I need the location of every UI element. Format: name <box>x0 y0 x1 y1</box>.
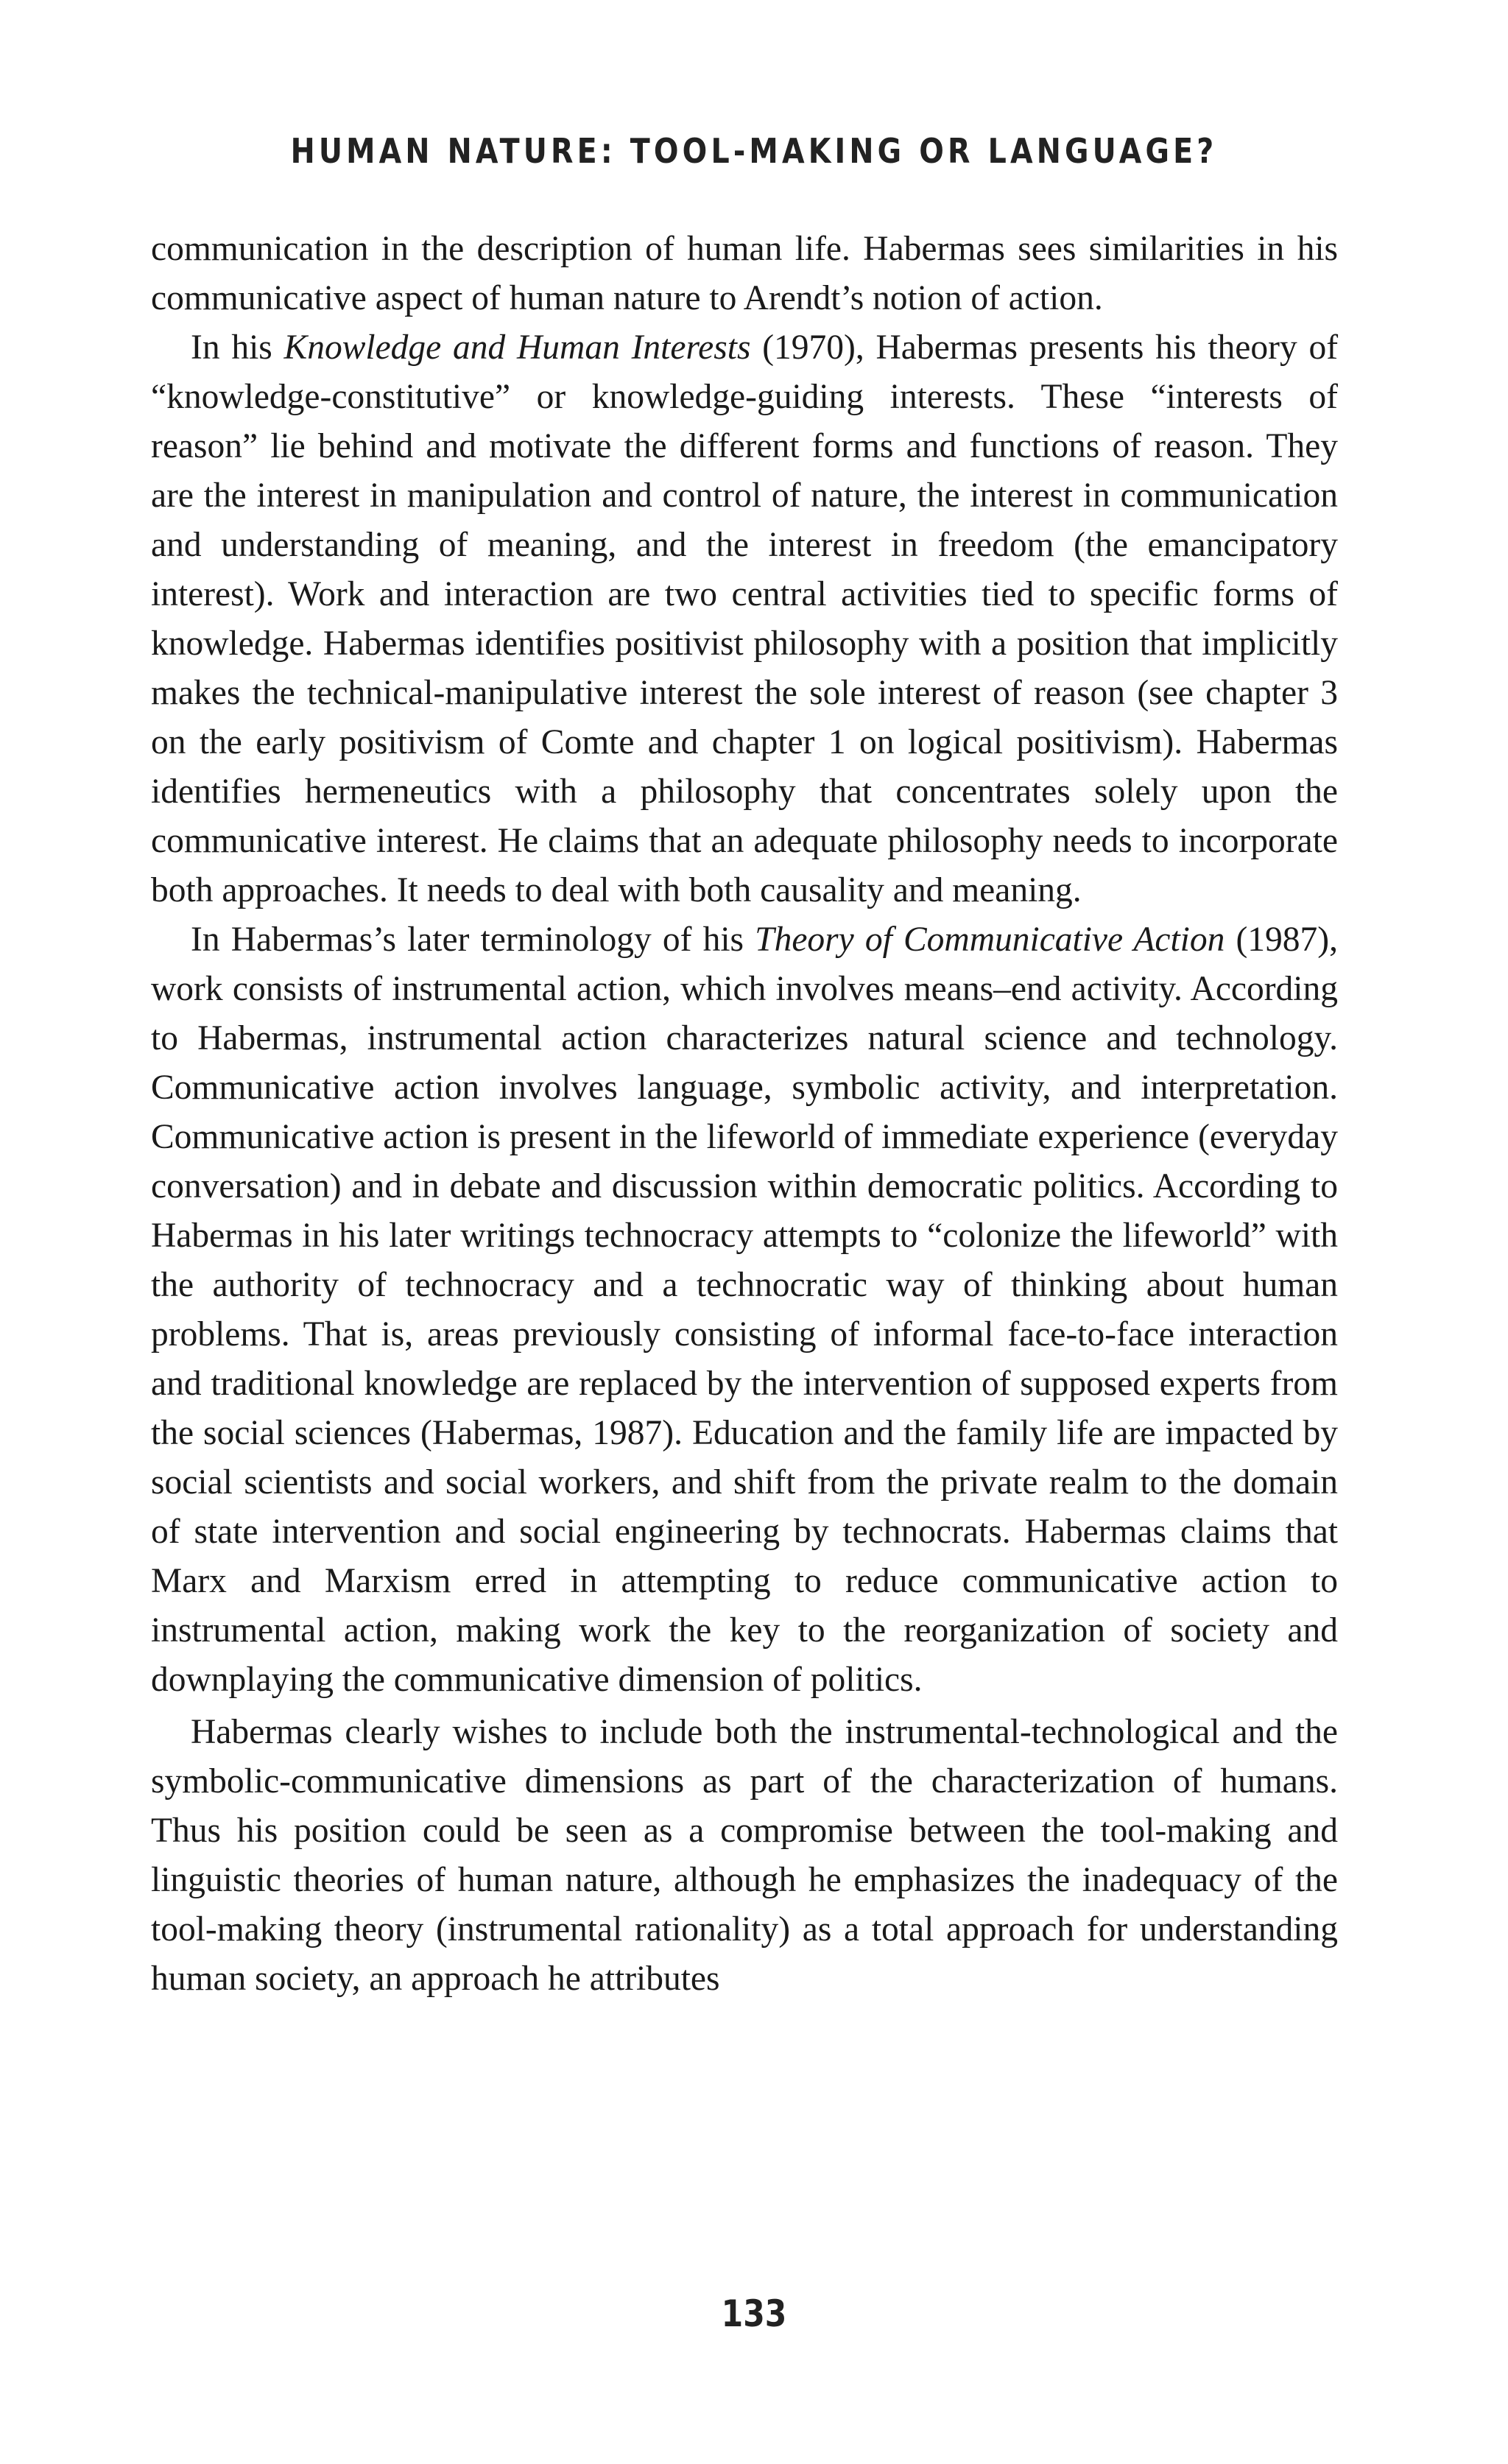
paragraph-knowledge-interests <box>151 323 1338 915</box>
paragraph-text: communication in the description of human life. Habermas sees similarities in his communicative aspect of human nature to Arendt’s notion of action. <box>151 230 1338 317</box>
book-title: Knowledge and Human Interests <box>283 328 751 367</box>
paragraph-text: (1987), work consists of instrumental action, which involves means–end activity. According to Habermas, instrumental action characterizes natural science and technology. Communicative action involves language, symbolic activity, and interpretation. Communicative action is present in the lifeworld of immediate experience (everyday conversation) and in debate and discussion within democratic politics. According to Habermas in his later writings technocracy attempts to “colonize the lifeworld” with the authority of technocracy and a technocratic way of thinking about human problems. That is, areas previously consisting of informal face-to-face interaction and traditional knowledge are replaced by the intervention of supposed experts from the social sciences (Habermas, 1987). Education and the family life are impacted by social scientists and social workers, and shift from the private realm to the domain of state intervention and social engineering by technocrats. Habermas claims that Marx and Marxism erred in attempting to reduce communicative action to instrumental action, making work the key to the reorganization of society and downplaying the communicative dimension of politics. <box>151 921 1339 1699</box>
paragraph-text: In his <box>191 328 284 367</box>
paragraph-compromise <box>151 1708 1338 2004</box>
paragraph-text: Habermas clearly wishes to include both the instrumental-technological and the symbolic-communicative dimensions as part of the characterization of humans. Thus his position could be seen as a compromise between the tool-making and linguistic theories of human nature, although he emphasizes the inadequacy of the tool-making theory (instrumental rationality) as a total approach for understanding human society, an approach he attributes <box>151 1713 1338 1998</box>
paragraph-text: In Habermas’s later terminology of his <box>191 921 755 959</box>
book-title: Theory of Communicative Action <box>755 921 1225 959</box>
page-number: 133 <box>721 2292 787 2335</box>
paragraph-text: (1970), Habermas presents his theory of “knowledge-constitutive” or knowledge-guiding interests. These “interests of reason” lie behind and motivate the different forms and functions of reason. They are the interest in manipulation and control of nature, the interest in communication and understanding of meaning, and the interest in freedom (the emancipatory interest). Work and interaction are two central activities tied to specific forms of knowledge. Habermas identifies positivist philosophy with a position that implicitly makes the technical-manipulative interest the sole interest of reason (see chapter 3 on the early positivism of Comte and chapter 1 on logical positivism). Habermas identifies hermeneutics with a philosophy that concentrates solely upon the communicative interest. He claims that an adequate philosophy needs to incorporate both approaches. It needs to deal with both causality and meaning. <box>151 328 1339 909</box>
paragraph-communicative-action <box>151 915 1338 1705</box>
body-text <box>151 225 1338 2004</box>
paragraph-continued <box>151 225 1338 323</box>
running-head: HUMAN NATURE: TOOL-MAKING OR LANGUAGE? <box>290 131 1218 171</box>
